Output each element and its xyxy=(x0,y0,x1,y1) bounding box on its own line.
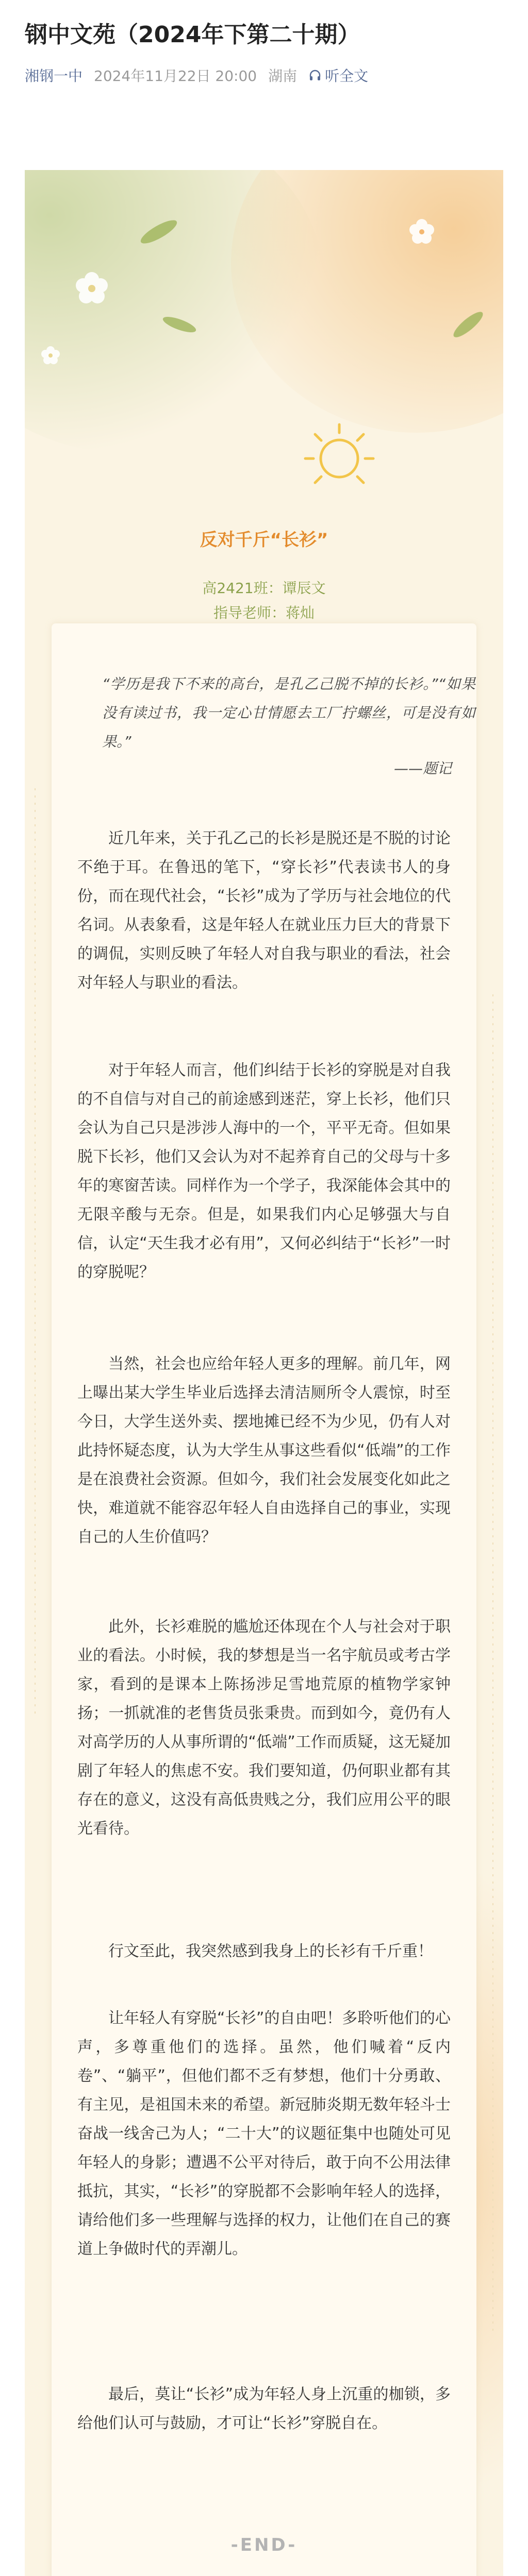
teacher-line-box xyxy=(25,602,503,622)
essay-poster xyxy=(25,170,503,2576)
listen-button[interactable] xyxy=(308,65,368,86)
publish-location: 湖南 xyxy=(268,67,298,84)
essay-title: 反对千斤“长衫” xyxy=(200,530,328,550)
author-line xyxy=(25,577,503,598)
essay-paragraph-1: 近几年来，关于孔乙己的长衫是脱还是不脱的讨论不绝于耳。在鲁迅的笔下，“穿长衫”代表读书人的身份，而在现代社会，“长衫”成为了学历与社会地位的代名词。从表象看，这是年轻人在就业压力巨大的背景下的调侃，实则反映了年轻人对自我与职业的看法，社会对年轻人与职业的看法。 xyxy=(77,829,451,992)
end-mark-box xyxy=(25,2535,503,2555)
essay-paragraph-4: 此外，长衫难脱的尴尬还体现在个人与社会对于职业的看法。小时候，我的梦想是当一名宇航员或考古学家，看到的是课本上陈扬涉足雪地荒原的植物学家钟扬；一抓就准的老售货员张秉贵。而到如今，竟仍有人对高学历的人从事所谓的“低端”工作而质疑，这无疑加剧了年轻人的焦虑不安。我们要知道，仍何职业都有其存在的意义，这没有高低贵贱之分，我们应用公平的眼光看待。 xyxy=(77,1618,451,1838)
teacher: 指导老师：蒋灿 xyxy=(213,604,315,621)
essay-paragraph-7: 最后，莫让“长衫”成为年轻人身上沉重的枷锁，多给他们认可与鼓励，才可让“长衫”穿脱自在。 xyxy=(77,2385,451,2432)
epigraph: “学历是我下不来的高台，是孔乙己脱不掉的长衫。”“如果没有读过书，我一定心甘情愿去工厂拧螺丝，可是没有如果。” xyxy=(102,675,475,750)
epigraph-signature: ——题记 xyxy=(393,760,452,777)
account-name-link[interactable]: 湘钢一中 xyxy=(25,67,83,84)
essay-paragraph-6: 让年轻人有穿脱“长衫”的自由吧！多聆听他们的心声，多尊重他们的选择。虽然，他们喊着“反内卷”、“躺平”，但他们都不乏有梦想，他们十分勇敢、有主见，是祖国未来的希望。新冠肺炎期无数年轻斗士奋战一线舍己为人；“二十大”的议题征集中也随处可见年轻人的身影；遭遇不公平对待后，敢于向不公用法律抵抗，其实，“长衫”的穿脱都不会影响年轻人的选择，请给他们多一些理解与选择的权力，让他们在自己的赛道上争做时代的弄潮儿。 xyxy=(77,2009,451,2258)
headphones-icon xyxy=(308,69,322,82)
end-mark: -END- xyxy=(230,2535,298,2555)
essay-paragraph-5: 行文至此，我突然感到我身上的长衫有千斤重！ xyxy=(108,1942,433,1960)
article-title: 钢中文苑（2024年下第二十期） xyxy=(25,22,360,48)
publish-date: 2024年11月22日 20:00 xyxy=(94,67,257,84)
sun-icon xyxy=(305,425,373,483)
essay-title-box xyxy=(25,526,503,551)
author: 高2421班：谭辰文 xyxy=(202,580,326,597)
listen-label: 听全文 xyxy=(325,67,369,84)
article-meta xyxy=(25,65,503,86)
article-header xyxy=(0,0,528,86)
essay-paragraph-2: 对于年轻人而言，他们纠结于长衫的穿脱是对自我的不自信与对自己的前途感到迷茫，穿上长衫，他们只会认为自己只是涉涉人海中的一个，平平无奇。但如果脱下长衫，他们又会认为对不起养育自己的父母与十多年的寒窗苦读。同样作为一个学子，我深能体会其中的无限辛酸与无奈。但是，如果我们内心足够强大与自信，认定“天生我才必有用”，又何必纠结于“长衫”一时的穿脱呢？ xyxy=(77,1061,451,1281)
essay-paragraph-3: 当然，社会也应给年轻人更多的理解。前几年，网上曝出某大学生毕业后选择去清洁厕所令人震惊，时至今日，大学生送外卖、摆地摊已经不为少见，仍有人对此持怀疑态度，认为大学生从事这些看似“低端”的工作是在浪费社会资源。但如今，我们社会发展变化如此之快，难道就不能容忍年轻人自由选择自己的事业，实现自己的人生价值吗？ xyxy=(77,1355,451,1546)
